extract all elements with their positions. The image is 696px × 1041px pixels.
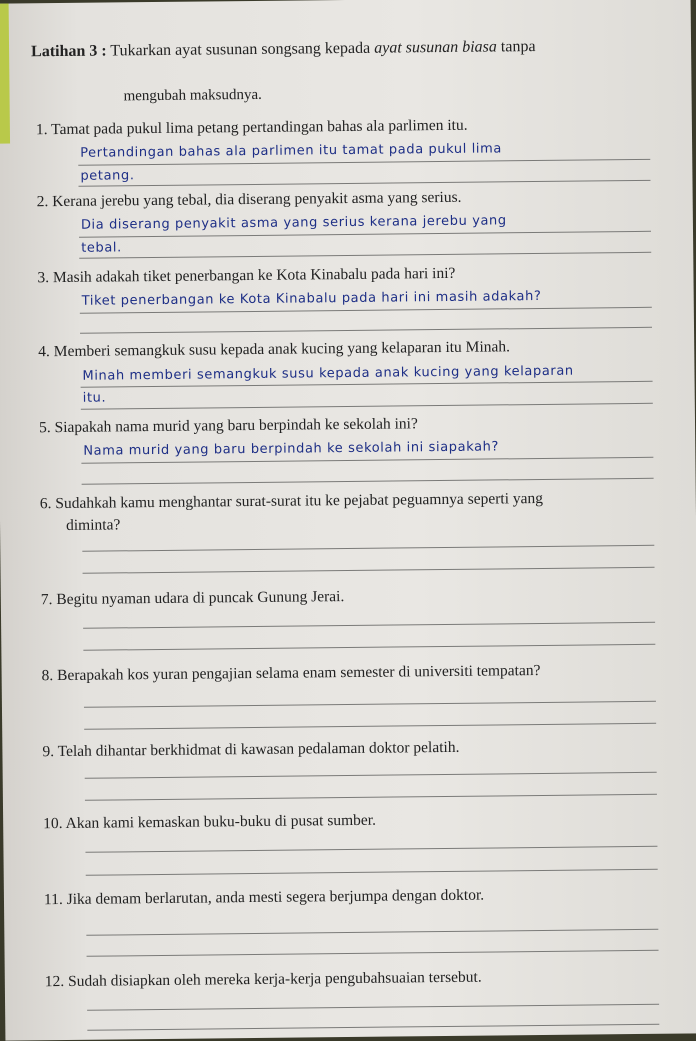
question-6: 6. Sudahkah kamu menghantar surat-surat itu ke pejabat peguamnya seperti yang	[39, 489, 544, 513]
question-5: 5. Siapakah nama murid yang baru berpindah ke sekolah ini?	[38, 415, 418, 437]
question-8: 8. Berapakah kos yuran pengajian selama enam semester di universiti tempatan?	[41, 661, 541, 685]
answer-line	[81, 403, 653, 410]
answer-line	[85, 846, 657, 853]
answer-line	[79, 252, 651, 259]
question-9: 9. Telah dihantar berkhidmat di kawasan pedalaman doktor pelatih.	[42, 738, 460, 761]
answer-line	[86, 929, 658, 936]
answer-line	[83, 622, 655, 629]
instruction-emphasis: ayat susunan biasa	[374, 38, 497, 57]
answer-line	[83, 644, 655, 651]
answer-5-line1: Nama murid yang baru berpindah ke sekolah ini siapakah?	[83, 439, 500, 459]
answer-line	[82, 545, 654, 552]
answer-line	[82, 478, 654, 485]
instruction-text: Tukarkan ayat susunan songsang kepada	[110, 39, 371, 60]
question-6-cont: diminta?	[65, 516, 121, 534]
answer-line	[84, 701, 656, 708]
question-2: 2. Kerana jerebu yang tebal, dia diserang penyakit asma yang serius.	[36, 188, 462, 211]
answer-2-line2: tebal.	[81, 240, 122, 256]
question-1: 1. Tamat pada pukul lima petang pertandingan bahas ala parlimen itu.	[35, 116, 468, 139]
answer-1-line2: petang.	[80, 168, 135, 184]
answer-3-line1: Tiket penerbangan ke Kota Kinabalu pada hari ini masih adakah?	[81, 288, 542, 309]
answer-line	[85, 772, 657, 779]
question-12: 12. Sudah disiapkan oleh mereka kerja-kerja pengubahsuaian tersebut.	[44, 968, 482, 991]
instruction-tail: tanpa	[500, 38, 536, 56]
answer-line	[87, 950, 659, 957]
exercise-label: Latihan 3 :	[31, 42, 107, 61]
binder-tab	[0, 4, 10, 144]
question-4: 4. Memberi semangkuk susu kepada anak kucing yang kelaparan itu Minah.	[38, 338, 511, 361]
answer-line	[87, 1004, 659, 1011]
answer-2-line1: Dia diserang penyakit asma yang serius kerana jerebu yang	[80, 213, 507, 233]
question-3: 3. Masih adakah tiket penerbangan ke Kota Kinabalu pada hari ini?	[37, 264, 456, 287]
answer-line	[85, 794, 657, 801]
exercise-title	[31, 38, 536, 61]
instruction-line2: mengubah maksudnya.	[123, 86, 262, 105]
question-10: 10. Akan kami kemaskan buku-buku di pusat sumber.	[43, 811, 377, 833]
answer-line	[83, 567, 655, 574]
answer-1-line1: Pertandingan bahas ala parlimen itu tamat pada pukul lima	[80, 141, 502, 161]
answer-line	[86, 869, 658, 876]
answer-4-line2: itu.	[82, 390, 107, 406]
question-7: 7. Begitu nyaman udara di puncak Gunung Jerai.	[40, 588, 345, 609]
answer-line	[84, 723, 656, 730]
answer-line	[79, 180, 651, 187]
answer-line	[80, 327, 652, 334]
answer-line	[87, 1024, 659, 1031]
question-11: 11. Jika demam berlarutan, anda mesti segera berjumpa dengan doktor.	[43, 886, 485, 909]
answer-4-line1: Minah memberi semangkuk susu kepada anak kucing yang kelaparan	[82, 363, 574, 384]
